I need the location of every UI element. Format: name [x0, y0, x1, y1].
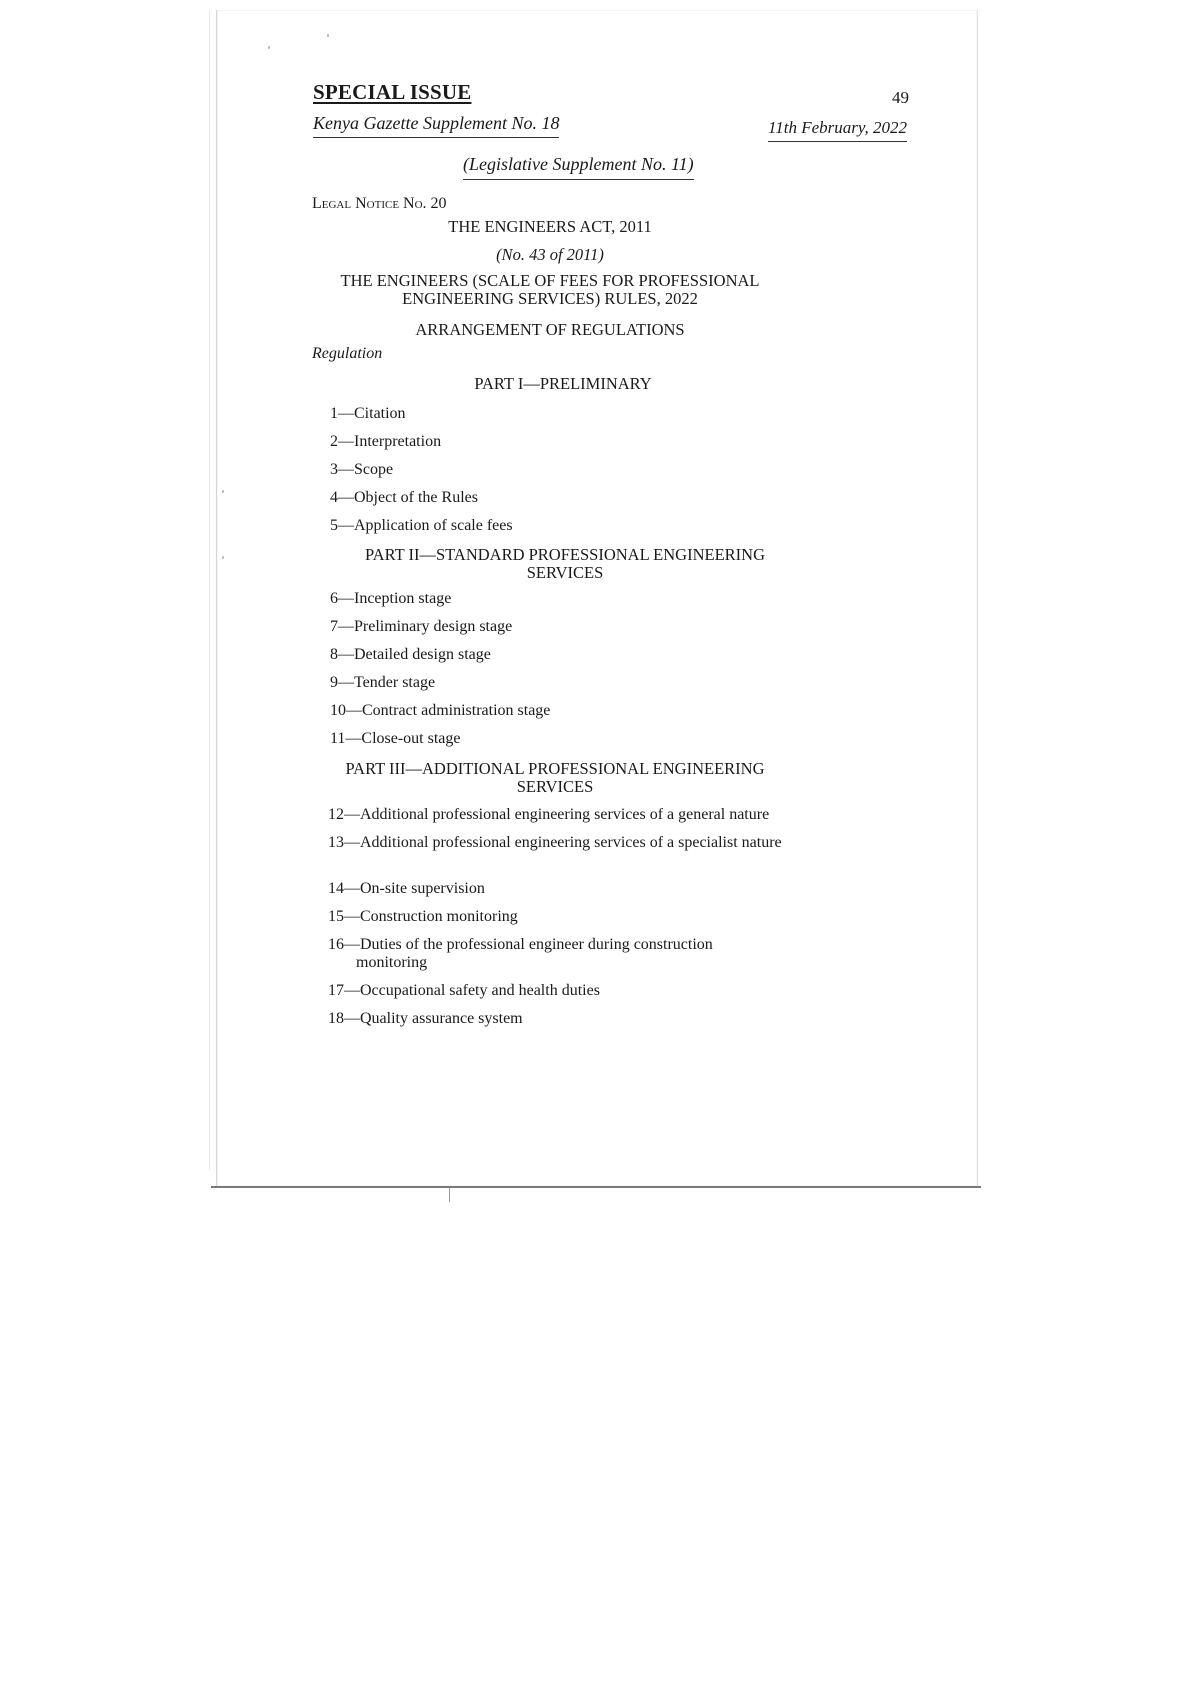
legislative-supplement: (Legislative Supplement No. 11) [463, 154, 694, 180]
gazette-title: Kenya Gazette Supplement No. 18 [313, 113, 559, 138]
part-heading: PART III—ADDITIONAL PROFESSIONAL ENGINEERING SERVICES [345, 759, 765, 796]
regulation-entry: 12—Additional professional engineering services of a general nature [328, 806, 770, 823]
regulation-entry: 10—Contract administration stage [330, 702, 551, 719]
regulation-entry: 11—Close-out stage [330, 730, 461, 747]
regulation-entry: 8—Detailed design stage [330, 646, 491, 663]
part-heading: PART II—STANDARD PROFESSIONAL ENGINEERING SERVICES [365, 545, 765, 582]
part-heading: PART I—PRELIMINARY [474, 374, 652, 393]
regulation-entry: 3—Scope [330, 461, 394, 478]
special-issue-heading: SPECIAL ISSUE [313, 80, 472, 104]
legal-notice-number: Legal Notice No. 20 [312, 195, 447, 212]
scan-speck [327, 34, 329, 37]
regulation-entry: 15—Construction monitoring [328, 908, 518, 925]
regulation-entry: 4—Object of the Rules [330, 489, 478, 506]
regulation-entry: 1—Citation [330, 405, 406, 422]
regulation-entry: 9—Tender stage [330, 674, 436, 691]
issue-date: 11th February, 2022 [768, 118, 907, 142]
page-bottom-edge [211, 1186, 981, 1188]
regulation-entry: 17—Occupational safety and health duties [328, 982, 600, 999]
act-title: THE ENGINEERS ACT, 2011 [448, 217, 652, 236]
arrangement-heading: ARRANGEMENT OF REGULATIONS [415, 320, 685, 339]
page-crease-mark [449, 1188, 450, 1202]
regulation-entry: 18—Quality assurance system [328, 1010, 523, 1027]
rules-title: THE ENGINEERS (SCALE OF FEES FOR PROFESSIONAL ENGINEERING SERVICES) RULES, 2022 [340, 271, 760, 308]
regulation-entry: 14—On-site supervision [328, 880, 485, 897]
regulation-entry: 16—Duties of the professional engineer during construction monitoring [328, 936, 713, 971]
regulation-entry: 13—Additional professional engineering services of a specialist nature [328, 834, 782, 851]
regulation-entry: 5—Application of scale fees [330, 517, 513, 534]
act-number: (No. 43 of 2011) [496, 245, 604, 264]
scan-speck [222, 490, 224, 493]
regulation-column-label: Regulation [312, 345, 383, 362]
scan-speck [268, 46, 270, 49]
page-number: 49 [892, 88, 909, 107]
regulation-entry: 7—Preliminary design stage [330, 618, 513, 635]
regulation-entry: 6—Inception stage [330, 590, 452, 607]
scan-speck [222, 556, 224, 559]
regulation-entry: 2—Interpretation [330, 433, 442, 450]
